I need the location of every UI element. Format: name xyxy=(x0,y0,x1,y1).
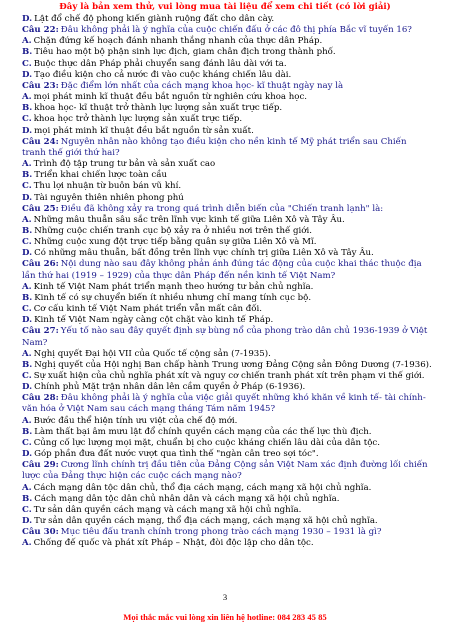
option-letter: A. xyxy=(22,482,32,493)
option-text: Nghị quyết của Hội nghị Ban chấp hành Trung ương Đảng Cộng sản Đông Dương (7-1936). xyxy=(34,359,432,370)
question xyxy=(22,460,428,482)
preview-banner: Đây là bản xem thử, vui lòng mua tài liệu để xem chi tiết (có lời giải) xyxy=(59,2,391,12)
answer-option xyxy=(22,248,428,259)
question-text: Nội dung nào sau đây không phản ánh đúng tác động của cuộc khai thác thuộc địa lần thứ hai (1919 – 1929) của thực dân Pháp đến nền kinh tế Việt Nam? xyxy=(22,259,422,281)
option-text: Những cuộc xung đột trực tiếp bằng quân sự giữa Liên Xô và Mĩ. xyxy=(33,237,317,248)
answer-option xyxy=(22,114,428,125)
question-number: Câu 26: xyxy=(22,259,59,270)
option-letter: D. xyxy=(22,14,33,24)
option-text: Chính phủ Mặt trận nhân dân lên cầm quyền ở Pháp (6-1936). xyxy=(34,382,306,393)
option-letter: B. xyxy=(22,359,33,370)
question xyxy=(22,259,428,281)
question xyxy=(22,25,428,36)
answer-option xyxy=(22,449,428,460)
answer-option xyxy=(22,36,428,47)
option-text: Triển khai chiến lược toàn cầu xyxy=(34,170,168,181)
option-letter: B. xyxy=(22,225,33,236)
answer-option xyxy=(22,505,428,516)
option-letter: D. xyxy=(22,315,33,326)
option-letter: A. xyxy=(22,348,32,359)
option-text: Tạo điều kiện cho cả nước đi vào cuộc kháng chiến lâu dài. xyxy=(34,69,292,80)
option-text: Có những mâu thuẫn, bất đồng trên lĩnh vực chính trị giữa Liên Xô và Tây Âu. xyxy=(34,248,374,259)
answer-option xyxy=(22,47,428,58)
question xyxy=(22,81,428,92)
option-letter: A. xyxy=(22,159,32,170)
option-letter: A. xyxy=(22,538,32,549)
question xyxy=(22,326,428,348)
question-number: Câu 28: xyxy=(22,393,59,404)
option-letter: C. xyxy=(22,304,32,315)
answer-option xyxy=(22,382,428,393)
option-text: Những cuộc chiến tranh cục bộ xảy ra ở nhiều nơi trên thế giới. xyxy=(34,225,312,236)
answer-option xyxy=(22,159,428,170)
option-letter: D. xyxy=(22,449,33,460)
option-letter: C. xyxy=(22,114,32,125)
question xyxy=(22,393,428,415)
option-letter: B. xyxy=(22,426,33,437)
option-letter: B. xyxy=(22,47,33,58)
answer-option xyxy=(22,181,428,192)
answer-option xyxy=(22,14,428,25)
answer-option xyxy=(22,282,428,293)
question-text: Mục tiêu đấu tranh chính trong phong trào cách mạng 1930 – 1931 là gì? xyxy=(60,527,382,538)
option-text: mọi phát minh kĩ thuật đều bắt nguồn từ nghiên cứu khoa học. xyxy=(33,92,308,103)
question-number: Câu 27: xyxy=(22,326,59,337)
option-text: Tư sản dân quyền cách mạng và cách mạng xã hội chủ nghĩa. xyxy=(33,504,302,515)
question-text: Cương lĩnh chính trị đầu tiên của Đảng Cộng sản Việt Nam xác định đường lối chiến lược của Đảng thực hiện các cuộc cách mạng nào? xyxy=(22,460,428,482)
question-text: Yếu tố nào sau đây quyết định sự bùng nổ của phong trào dân chủ 1936-1939 ở Việt Nam? xyxy=(22,326,428,348)
option-text: Những mâu thuẫn sâu sắc trên lĩnh vực kinh tế giữa Liên Xô và Tây Âu. xyxy=(33,214,345,225)
answer-option xyxy=(22,170,428,181)
question-number: Câu 22: xyxy=(22,25,59,36)
answer-option xyxy=(22,103,428,114)
option-letter: A. xyxy=(22,36,32,47)
option-letter: C. xyxy=(22,58,32,69)
answer-option xyxy=(22,92,428,103)
question xyxy=(22,204,428,215)
option-text: Kinh tế Việt Nam phát triển mạnh theo hướng tư bản chủ nghĩa. xyxy=(33,281,314,292)
answer-option xyxy=(22,59,428,70)
option-letter: D. xyxy=(22,125,33,136)
option-text: Kinh tế Việt Nam ngày càng cột chặt vào kinh tế Pháp. xyxy=(34,315,274,326)
page-number: 3 xyxy=(222,592,228,602)
answer-option xyxy=(22,516,428,527)
answer-option xyxy=(22,483,428,494)
answer-option xyxy=(22,494,428,505)
option-text: mọi phát minh kĩ thuật đều bắt nguồn từ sản xuất. xyxy=(34,125,254,136)
question xyxy=(22,137,428,159)
option-letter: A. xyxy=(22,281,32,292)
answer-option xyxy=(22,226,428,237)
answer-option xyxy=(22,438,428,449)
question-number: Câu 29: xyxy=(22,460,59,471)
question-number: Câu 30: xyxy=(22,527,59,538)
option-text: khoa học- kĩ thuật trở thành lực lượng sản xuất trực tiếp. xyxy=(34,103,283,114)
option-text: Cơ cấu kinh tế Việt Nam phát triển vẫn mất cân đối. xyxy=(33,304,262,315)
answer-option xyxy=(22,126,428,137)
option-text: Thu lợi nhuận từ buôn bán vũ khí. xyxy=(33,181,182,192)
option-text: Tư sản dân quyền cách mạng, thổ địa cách mạng, cách mạng xã hội chủ nghĩa. xyxy=(34,516,378,527)
question xyxy=(22,527,428,538)
option-text: Tài nguyên thiên nhiên phong phú xyxy=(34,192,184,203)
answer-option xyxy=(22,538,428,549)
option-letter: D. xyxy=(22,192,33,203)
option-letter: D. xyxy=(22,69,33,80)
question-text: Điều đã không xảy ra trong quá trình diễn biến của "Chiến tranh lạnh" là: xyxy=(60,203,384,214)
answer-option xyxy=(22,193,428,204)
option-letter: A. xyxy=(22,92,32,103)
option-letter: A. xyxy=(22,415,32,426)
option-letter: B. xyxy=(22,493,33,504)
question-number: Câu 25: xyxy=(22,203,59,214)
answer-option xyxy=(22,427,428,438)
option-text: Chống đế quốc và phát xít Pháp – Nhật, đòi độc lập cho dân tộc. xyxy=(33,538,314,549)
option-letter: D. xyxy=(22,248,33,259)
option-text: Cách mạng dân tộc dân chủ nhân dân và cách mạng xã hội chủ nghĩa. xyxy=(34,493,340,504)
option-text: Kinh tế có sự chuyển biến ít nhiều nhưng chỉ mang tính cục bộ. xyxy=(34,292,312,303)
question-text: Đâu không phải là ý nghĩa của cuộc chiến đấu ở các đô thị phía Bắc vĩ tuyến 16? xyxy=(60,25,412,36)
option-text: Tiêu hao một bộ phận sinh lực địch, giam chân địch trong thành phố. xyxy=(34,47,336,58)
option-text: Cách mạng dân tộc dân chủ, thổ địa cách mạng, cách mạng xã hội chủ nghĩa. xyxy=(33,482,372,493)
answer-option xyxy=(22,371,428,382)
option-letter: D. xyxy=(22,516,33,527)
option-letter: C. xyxy=(22,181,32,192)
answer-option xyxy=(22,215,428,226)
question-number: Câu 23: xyxy=(22,80,59,91)
option-text: Sự xuất hiện của chủ nghĩa phát xít và nguy cơ chiến tranh phát xít trên phạm vi thế giới. xyxy=(33,371,425,381)
option-text: Làm thất bại âm mưu lật đổ chính quyền cách mạng của các thế lực thù địch. xyxy=(34,426,372,437)
question-list xyxy=(22,14,432,550)
option-text: khoa học trở thành lực lượng sản xuất trực tiếp. xyxy=(33,114,243,125)
option-letter: B. xyxy=(22,103,33,114)
answer-option xyxy=(22,304,428,315)
option-letter: C. xyxy=(22,504,32,515)
answer-option xyxy=(22,315,428,326)
option-letter: A. xyxy=(22,214,32,225)
question-number: Câu 24: xyxy=(22,136,59,147)
answer-option xyxy=(22,237,428,248)
option-letter: C. xyxy=(22,437,32,448)
answer-option xyxy=(22,70,428,81)
option-text: Bước đầu thể hiện tính ưu việt của chế độ mới. xyxy=(33,415,238,426)
option-letter: B. xyxy=(22,170,33,181)
option-letter: D. xyxy=(22,382,33,393)
option-text: Buộc thực dân Pháp phải chuyển sang đánh lâu dài với ta. xyxy=(33,58,287,69)
question-text: Đâu không phải là ý nghĩa của việc giải quyết những khó khăn về kinh tế- tài chính- văn hóa ở Việt Nam sau cách mạng tháng Tám năm 1945? xyxy=(22,393,426,415)
answer-option xyxy=(22,359,432,371)
answer-option xyxy=(22,416,428,427)
option-letter: B. xyxy=(22,292,33,303)
answer-option xyxy=(22,293,428,304)
option-text: Góp phần đưa đất nước vượt qua tình thế "ngàn cân treo sợi tóc". xyxy=(34,449,319,460)
option-text: Nghị quyết Đại hội VII của Quốc tế cộng sản (7-1935). xyxy=(33,348,271,359)
option-text: Lật đổ chế độ phong kiến giành ruộng đất cho dân cày. xyxy=(34,14,275,24)
option-text: Củng cố lực lượng mọi mặt, chuẩn bị cho cuộc kháng chiến lâu dài của dân tộc. xyxy=(33,437,380,448)
hotline-footer: Mọi thắc mắc vui lòng xin liên hệ hotline: 084 283 45 85 xyxy=(123,612,327,622)
question-text: Nguyên nhân nào không tạo điều kiện cho nền kinh tế Mỹ phát triển sau Chiến tranh thế giới thứ hai? xyxy=(22,136,407,158)
option-letter: C. xyxy=(22,371,32,381)
answer-option xyxy=(22,349,428,360)
option-text: Chặn đứng kế hoạch đánh nhanh thắng nhanh của thực dân Pháp. xyxy=(33,36,323,47)
option-letter: C. xyxy=(22,237,32,248)
question-text: Đặc điểm lớn nhất của cách mạng khoa học- kĩ thuật ngày nay là xyxy=(60,80,344,91)
option-text: Trình độ tập trung tư bản và sản xuất cao xyxy=(33,159,216,170)
